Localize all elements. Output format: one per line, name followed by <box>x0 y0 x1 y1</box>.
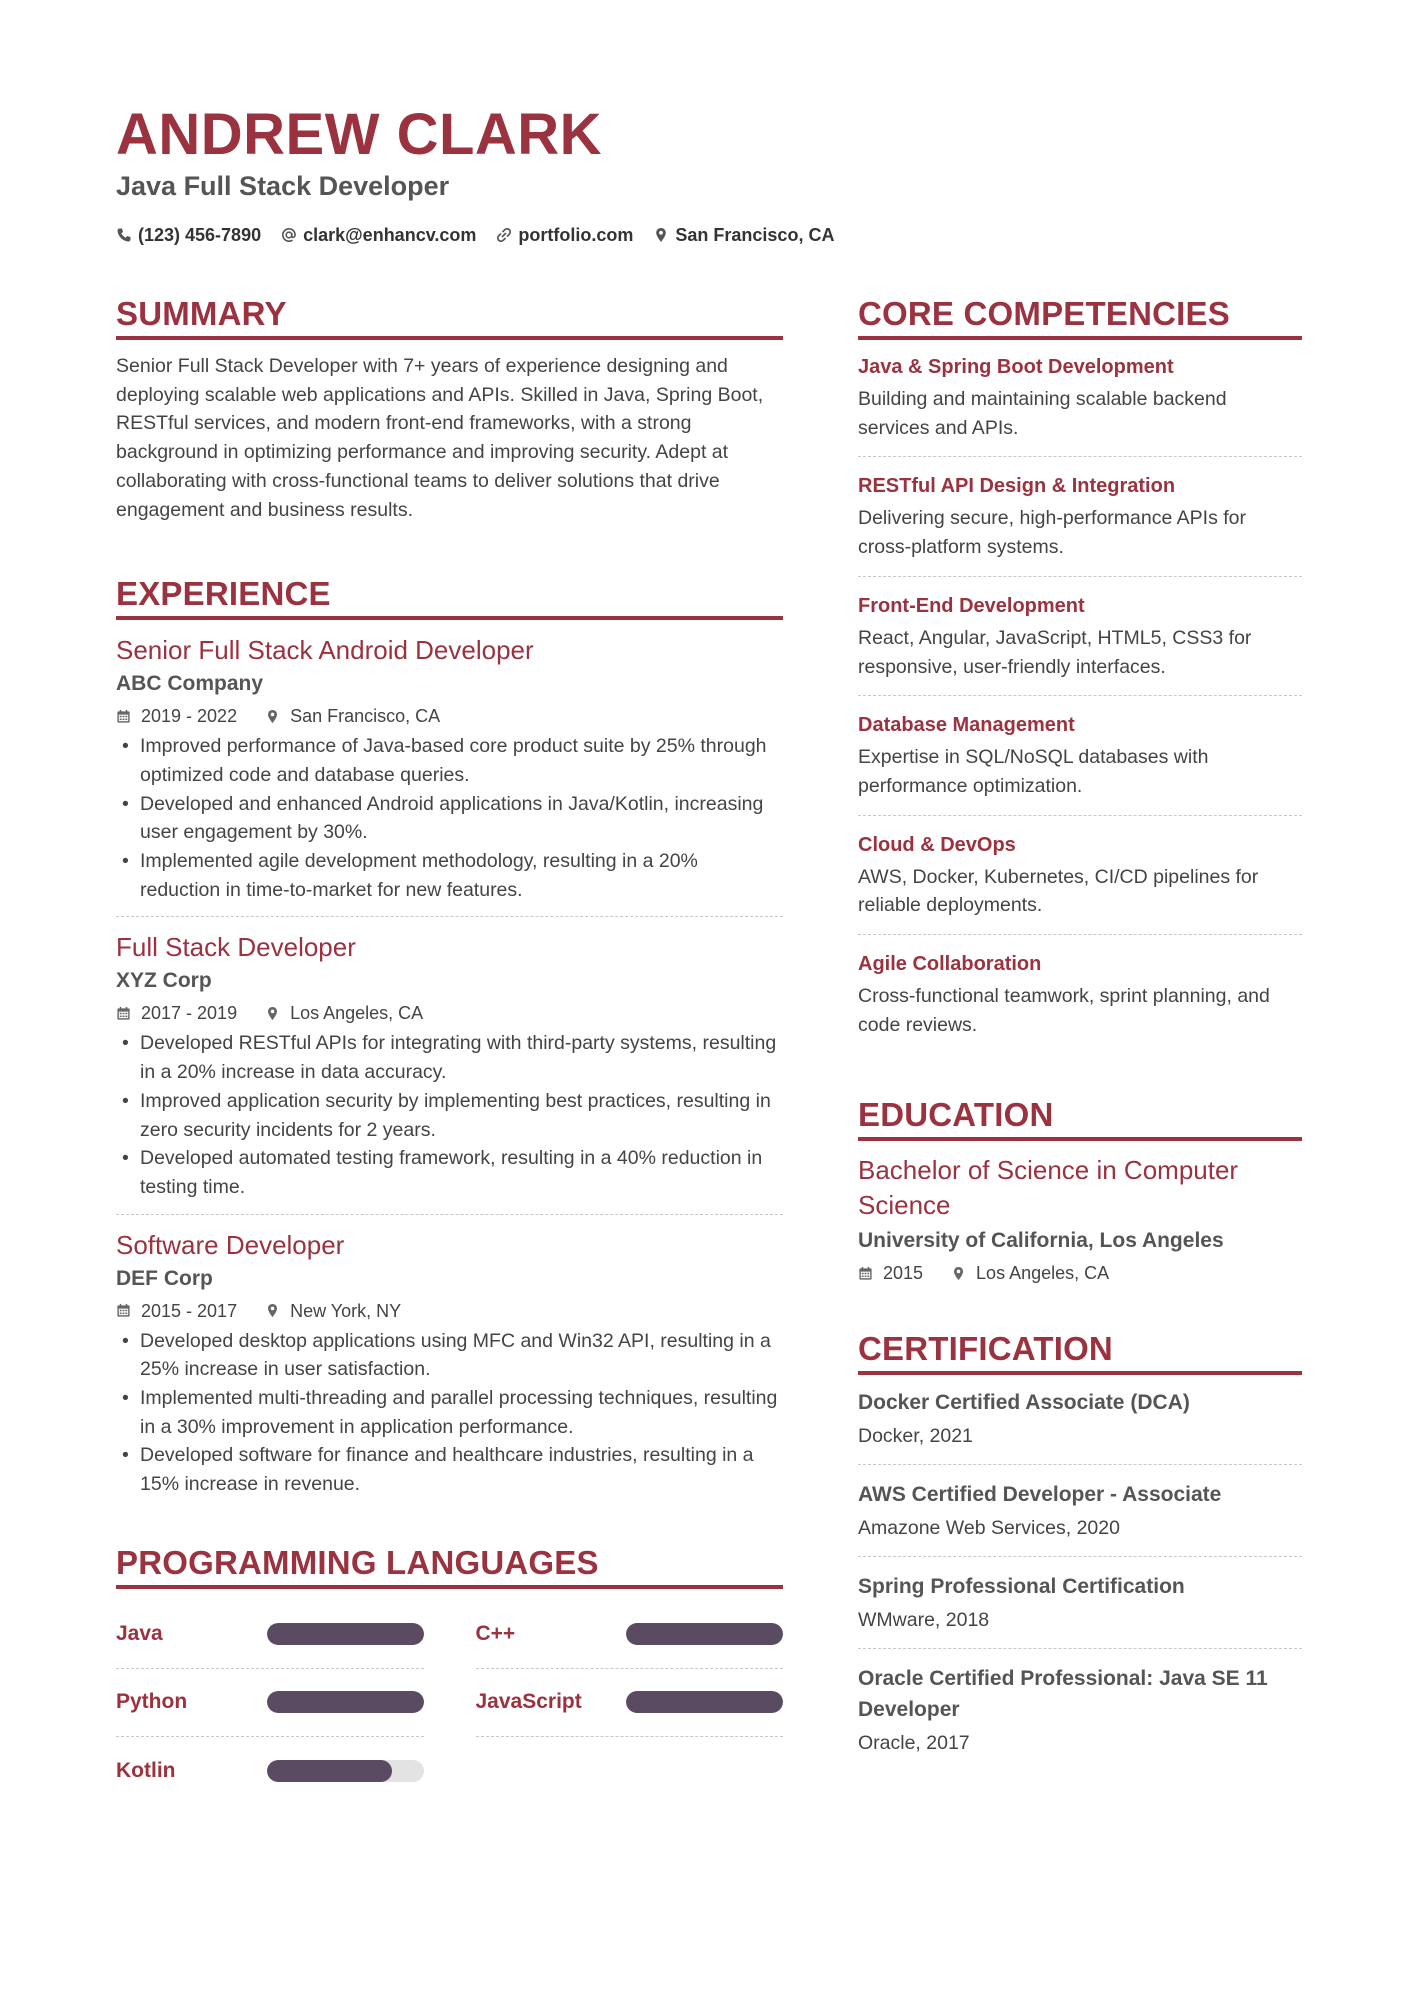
calendar-icon <box>116 1303 131 1318</box>
contact-location <box>653 222 834 248</box>
education-degree: Bachelor of Science in Computer Science <box>858 1155 1239 1221</box>
portfolio-text: portfolio.com <box>518 225 634 245</box>
contact-phone[interactable] <box>116 222 261 248</box>
map-pin-icon <box>653 227 669 243</box>
languages-grid <box>116 1601 783 1805</box>
language-level-bar <box>626 1623 783 1645</box>
language-item <box>116 1601 424 1669</box>
job-dates: 2017 - 2019 <box>141 1003 238 1024</box>
job-company: ABC Company <box>116 672 264 696</box>
job-bullet: • Developed automated testing framework, resulting in a 40% reduction in testing time. <box>116 1144 783 1201</box>
languages-heading: PROGRAMMING LANGUAGES <box>116 1541 783 1589</box>
language-name: C++ <box>475 1622 516 1646</box>
competency-desc: Cross-functional teamwork, sprint planning, and code reviews. <box>858 985 1270 1036</box>
job-bullet: • Developed software for finance and healthcare industries, resulting in a 15% increase in revenue. <box>116 1441 783 1498</box>
job-company: XYZ Corp <box>116 969 212 993</box>
job-bullet: • Developed RESTful APIs for integrating with third-party systems, resulting in a 20% increase in data accuracy. <box>116 1029 783 1086</box>
education-school: University of California, Los Angeles <box>858 1229 1224 1253</box>
language-item <box>476 1669 784 1737</box>
language-level-fill <box>267 1623 424 1645</box>
phone-icon <box>116 227 132 243</box>
job-bullets <box>116 732 783 904</box>
experience-heading: EXPERIENCE <box>116 572 783 620</box>
certification-item <box>858 1387 1302 1465</box>
competency-title: RESTful API Design & Integration <box>858 475 1176 498</box>
job-meta <box>116 999 783 1027</box>
competency-item <box>858 949 1302 1053</box>
job-bullet: • Developed desktop applications using MFC and Win32 API, resulting in a 25% increase in user satisfaction. <box>116 1327 783 1384</box>
competency-title: Cloud & DevOps <box>858 833 1016 856</box>
language-item <box>476 1601 784 1669</box>
map-pin-icon <box>265 1006 280 1021</box>
job-dates: 2019 - 2022 <box>141 706 238 727</box>
job-dates: 2015 - 2017 <box>141 1300 238 1321</box>
left-column <box>116 292 783 1805</box>
map-pin-icon <box>265 709 280 724</box>
calendar-icon <box>116 1006 131 1021</box>
calendar-icon <box>858 1266 873 1281</box>
certification-title: Oracle Certified Professional: Java SE 11 Developer <box>858 1667 1268 1722</box>
competency-item <box>858 471 1302 576</box>
job-meta <box>116 702 783 730</box>
competency-desc: React, Angular, JavaScript, HTML5, CSS3 for responsive, user-friendly interfaces. <box>858 626 1252 678</box>
job-location: San Francisco, CA <box>290 706 441 727</box>
candidate-name: ANDREW CLARK <box>116 102 603 167</box>
experience-list <box>116 632 783 1511</box>
certification-title: AWS Certified Developer - Associate <box>858 1483 1222 1507</box>
contact-bar <box>116 222 834 248</box>
job-company: DEF Corp <box>116 1266 213 1290</box>
certification-heading: CERTIFICATION <box>858 1327 1302 1375</box>
certification-item <box>858 1571 1302 1649</box>
competency-item <box>858 352 1302 457</box>
certification-list <box>858 1387 1302 1771</box>
education-heading: EDUCATION <box>858 1093 1302 1141</box>
job-entry <box>116 929 783 1214</box>
education-meta <box>858 1259 1302 1287</box>
certification-item <box>858 1663 1302 1771</box>
at-icon <box>281 227 297 243</box>
job-bullet: • Developed and enhanced Android applications in Java/Kotlin, increasing user engagement by 30%. <box>116 790 783 847</box>
education-year: 2015 <box>883 1263 924 1284</box>
phone-text: (123) 456-7890 <box>138 225 262 245</box>
education-entry <box>858 1153 1302 1287</box>
certification-item <box>858 1479 1302 1557</box>
certification-org: Amazone Web Services, 2020 <box>858 1517 1120 1540</box>
competencies-heading: CORE COMPETENCIES <box>858 292 1302 340</box>
job-title: Senior Full Stack Android Developer <box>116 635 534 666</box>
competencies-list <box>858 352 1302 1053</box>
candidate-title: Java Full Stack Developer <box>116 171 450 201</box>
language-name: Java <box>116 1622 163 1646</box>
language-name: Python <box>116 1690 188 1714</box>
language-level-bar <box>267 1691 424 1713</box>
job-bullets <box>116 1029 783 1201</box>
education-location: Los Angeles, CA <box>976 1263 1110 1284</box>
summary-heading: SUMMARY <box>116 292 783 340</box>
job-bullets <box>116 1327 783 1499</box>
job-location: New York, NY <box>290 1300 402 1321</box>
language-level-fill <box>267 1691 424 1713</box>
map-pin-icon <box>951 1266 966 1281</box>
contact-email[interactable] <box>281 222 476 248</box>
language-level-fill <box>626 1623 783 1645</box>
location-text: San Francisco, CA <box>675 225 835 245</box>
right-column <box>858 292 1302 1785</box>
job-title: Full Stack Developer <box>116 932 356 963</box>
competency-title: Front-End Development <box>858 594 1085 617</box>
competency-title: Agile Collaboration <box>858 953 1042 976</box>
language-level-bar <box>267 1623 424 1645</box>
certification-org: Docker, 2021 <box>858 1425 973 1448</box>
job-meta <box>116 1297 783 1325</box>
job-bullet: • Improved application security by implementing best practices, resulting in zero security incidents for 2 years. <box>116 1087 783 1144</box>
competency-desc: Delivering secure, high-performance APIs for cross-platform systems. <box>858 507 1247 559</box>
link-icon <box>496 227 512 243</box>
language-name: JavaScript <box>475 1690 582 1714</box>
competency-desc: Building and maintaining scalable backend services and APIs. <box>858 388 1227 439</box>
language-name: Kotlin <box>116 1758 176 1782</box>
certification-title: Spring Professional Certification <box>858 1575 1185 1599</box>
job-entry <box>116 1227 783 1511</box>
competency-desc: Expertise in SQL/NoSQL databases with performance optimization. <box>858 746 1209 797</box>
certification-org: Oracle, 2017 <box>858 1732 970 1755</box>
competency-item <box>858 591 1302 696</box>
calendar-icon <box>116 709 131 724</box>
language-level-fill <box>626 1691 783 1713</box>
certification-title: Docker Certified Associate (DCA) <box>858 1391 1190 1415</box>
map-pin-icon <box>265 1303 280 1318</box>
certification-org: WMware, 2018 <box>858 1609 990 1632</box>
language-level-bar <box>626 1691 783 1713</box>
language-item <box>116 1737 424 1805</box>
competency-item <box>858 830 1302 935</box>
language-level-fill <box>267 1760 393 1782</box>
language-level-bar <box>267 1760 424 1782</box>
job-location: Los Angeles, CA <box>290 1003 424 1024</box>
competency-desc: AWS, Docker, Kubernetes, CI/CD pipelines for reliable deployments. <box>858 865 1259 917</box>
language-item <box>116 1669 424 1737</box>
job-bullet: • Implemented agile development methodology, resulting in a 20% reduction in time-to-market for new features. <box>116 847 783 904</box>
job-entry <box>116 632 783 917</box>
summary-text: Senior Full Stack Developer with 7+ years of experience designing and deploying scalable web applications and APIs. Skilled in Java, Spring Boot, RESTful services, and modern front-end frameworks, with a strong background in optimizing performance and improving security. Adept at collaborating with cross-functional teams to deliver solutions that drive engagement and business results. <box>116 355 764 521</box>
competency-item <box>858 710 1302 815</box>
competency-title: Database Management <box>858 714 1075 737</box>
email-text: clark@enhancv.com <box>303 225 477 245</box>
job-bullet: • Implemented multi-threading and parallel processing techniques, resulting in a 30% improvement in application performance. <box>116 1384 783 1441</box>
competency-title: Java & Spring Boot Development <box>858 356 1174 378</box>
job-bullet: • Improved performance of Java-based core product suite by 25% through optimized code and database queries. <box>116 732 783 789</box>
contact-portfolio[interactable] <box>496 222 633 248</box>
job-title: Software Developer <box>116 1229 345 1260</box>
